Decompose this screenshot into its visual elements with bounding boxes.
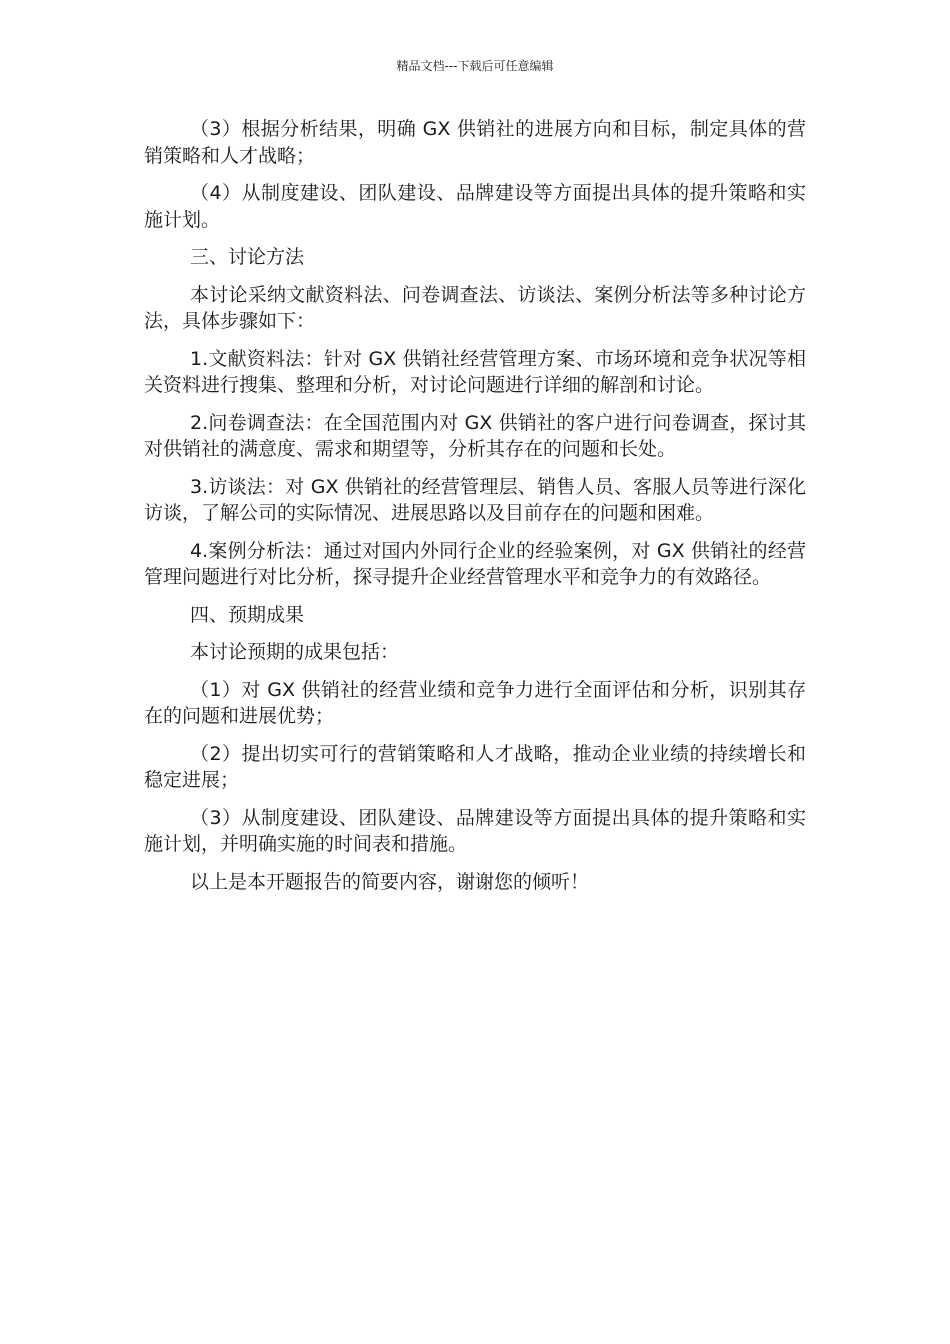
paragraph-closing: 以上是本开题报告的简要内容，谢谢您的倾听！ [190, 870, 590, 893]
document-body [144, 116, 806, 906]
paragraph-results-intro: 本讨论预期的成果包括： [190, 641, 400, 663]
section-heading-results: 四、预期成果 [190, 603, 305, 626]
paragraph-result-2: （2）提出切实可行的营销策略和人才战略，推动企业业绩的持续增长和稳定进展； [144, 742, 806, 791]
paragraph-method-survey: 2.问卷调查法：在全国范围内对 GX 供销社的客户进行问卷调查，探讨其对供销社的满意度、需求和期望等，分析其存在的问题和长处。 [144, 411, 806, 460]
paragraph-result-3: （3）从制度建设、团队建设、品牌建设等方面提出具体的提升策略和实施计划，并明确实施的时间表和措施。 [144, 806, 806, 855]
paragraph-result-1: （1）对 GX 供销社的经营业绩和竞争力进行全面评估和分析，识别其存在的问题和进展优势； [144, 678, 806, 727]
paragraph-method-literature: 1.文献资料法：针对 GX 供销社经营管理方案、市场环境和竞争状况等相关资料进行搜集、整理和分析，对讨论问题进行详细的解剖和讨论。 [144, 347, 806, 396]
section-heading-methods: 三、讨论方法 [190, 246, 305, 268]
paragraph-goal-3: （3）根据分析结果，明确 GX 供销社的进展方向和目标，制定具体的营销策略和人才战略； [144, 118, 806, 167]
paragraph-goal-4: （4）从制度建设、团队建设、品牌建设等方面提出具体的提升策略和实施计划。 [144, 182, 806, 231]
paragraph-method-interview: 3.访谈法：对 GX 供销社的经营管理层、销售人员、客服人员等进行深化访谈，了解公司的实际情况、进展思路以及目前存在的问题和困难。 [144, 475, 806, 524]
paragraph-methods-intro: 本讨论采纳文献资料法、问卷调查法、访谈法、案例分析法等多种讨论方法，具体步骤如下： [144, 283, 806, 332]
page-header: 精品文档---下载后可任意编辑 [396, 59, 554, 73]
paragraph-method-case: 4.案例分析法：通过对国内外同行企业的经验案例，对 GX 供销社的经营管理问题进行对比分析，探寻提升企业经营管理水平和竞争力的有效路径。 [144, 539, 806, 588]
